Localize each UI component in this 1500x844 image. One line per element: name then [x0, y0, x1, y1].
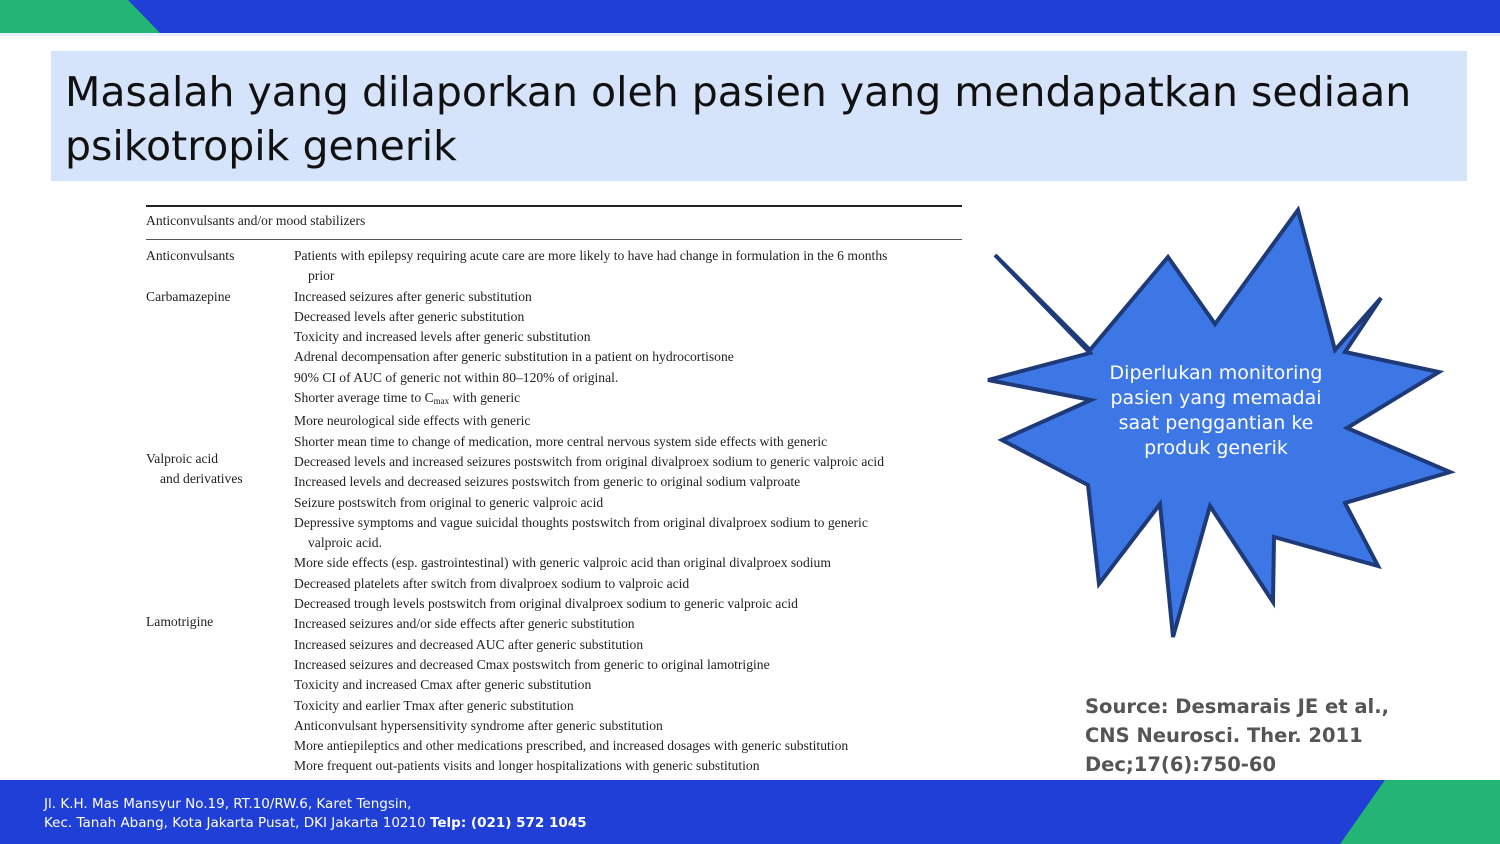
table-row: Decreased platelets after switch from divalproex sodium to valproic acid [294, 575, 690, 591]
entries [294, 246, 962, 777]
category-valproic-acid [146, 449, 286, 490]
table-top-rule [146, 205, 962, 207]
table-row: Anticonvulsant hypersensitivity syndrome after generic substitution [294, 717, 663, 733]
table-row: Toxicity and increased levels after generic substitution [294, 329, 591, 345]
footer-contact [44, 795, 587, 833]
footer-address-line1: Jl. K.H. Mas Mansyur No.19, RT.10/RW.6, Karet Tengsin, [44, 796, 412, 812]
table-row: Adrenal decompensation after generic substitution in a patient on hydrocortisone [294, 349, 734, 365]
table-row: Decreased levels and increased seizures postswitch from original divalproex sodium to generic valproic acid [294, 453, 884, 469]
title-box [51, 51, 1467, 181]
table-row: Seizure postswitch from original to generic valproic acid [294, 494, 604, 510]
table-row: More side effects (esp. gastrointestinal) with generic valproic acid than original divalproex sodium [294, 555, 831, 571]
table-row-continued: valproic acid. [308, 535, 382, 551]
source-citation: Source: Desmarais JE et al., CNS Neurosci. Ther. 2011 Dec;17(6):750-60 [1085, 695, 1390, 776]
table-row: Increased seizures and decreased AUC after generic substitution [294, 636, 644, 652]
table-row: 90% CI of AUC of generic not within 80–120% of original. [294, 369, 619, 385]
category-label: Carbamazepine [146, 288, 231, 304]
category-label: Valproic acid [146, 451, 219, 466]
top-banner [0, 0, 1500, 33]
table-header: Anticonvulsants and/or mood stabilizers [146, 213, 366, 228]
category-lamotrigine [146, 612, 286, 632]
table-row: Increased seizures and/or side effects after generic substitution [294, 616, 635, 632]
table-header-rule [146, 239, 962, 240]
table-row: Shorter average time to $C_{max}$ with generic [294, 390, 521, 407]
table-row: More frequent out-patients visits and longer hospitalizations with generic substitution [294, 758, 760, 774]
category-carbamazepine [146, 287, 286, 307]
table-row: Shorter mean time to change of medication, more central nervous system side effects with generic [294, 433, 828, 449]
footer-address-line2: Kec. Tanah Abang, Kota Jakarta Pusat, DKI Jakarta 10210 Telp: (021) 572 1045 [44, 815, 587, 831]
footer-phone: Telp: (021) 572 1045 [429, 815, 587, 831]
table-row: More antiepileptics and other medications prescribed, and increased dosages with generic substitution [294, 738, 849, 754]
category-label: Anticonvulsants [146, 248, 235, 263]
table-row: More neurological side effects with generic [294, 413, 531, 429]
table-row: Decreased levels after generic substitution [294, 308, 525, 324]
callout-text: Diperlukan monitoring pasien yang memadai saat penggantian ke produk generik [1109, 362, 1323, 459]
table-row: Decreased trough levels postswitch from original divalproex sodium to generic valproic acid [294, 596, 798, 612]
table-row: Toxicity and increased Cmax after generic substitution [294, 677, 592, 693]
table-row: Increased seizures and decreased Cmax postswitch from generic to original lamotrigine [294, 656, 770, 672]
top-divider [0, 33, 1500, 36]
table-row: Patients with epilepsy requiring acute care are more likely to have had change in formulation in the 6 months [294, 248, 888, 263]
table-row: Increased levels and decreased seizures postswitch from generic to original sodium valproate [294, 474, 801, 490]
table-row: Toxicity and earlier Tmax after generic substitution [294, 697, 574, 713]
table-row: Increased seizures after generic substitution [294, 288, 532, 304]
table-row: Depressive symptoms and vague suicidal thoughts postswitch from original divalproex sodium to generic [294, 514, 868, 530]
table-row-continued: prior [308, 268, 335, 284]
category-label-continued: and derivatives [160, 471, 243, 487]
slide-title: Masalah yang dilaporkan oleh pasien yang mendapatkan sediaan psikotropik generik [65, 68, 1412, 170]
category-label: Lamotrigine [146, 614, 214, 629]
category-anticonvulsants [146, 246, 286, 266]
